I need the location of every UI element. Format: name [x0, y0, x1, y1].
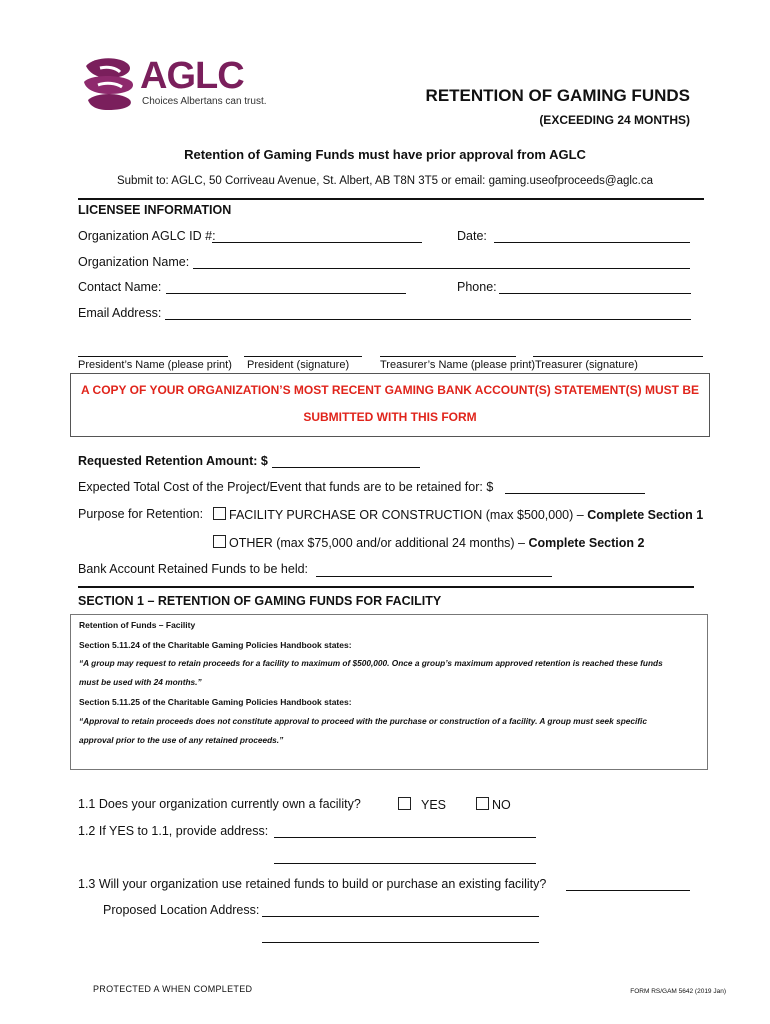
treasurer-name-line[interactable] — [380, 356, 516, 357]
purpose-option-other[interactable] — [213, 535, 644, 550]
org-name-field[interactable] — [193, 268, 690, 269]
address-field-1[interactable] — [274, 837, 536, 838]
policy-ref-2: Section 5.11.25 of the Charitable Gaming Policies Handbook states: — [79, 697, 352, 707]
page-subtitle: (EXCEEDING 24 MONTHS) — [539, 113, 690, 127]
policy-quote-1b: must be used with 24 months.” — [79, 677, 202, 687]
yes-checkbox[interactable] — [398, 797, 411, 810]
proposed-location-field-1[interactable] — [262, 916, 539, 917]
licensee-heading: LICENSEE INFORMATION — [78, 203, 232, 217]
policy-box — [70, 614, 708, 770]
other-checkbox[interactable] — [213, 535, 226, 548]
policy-box-title: Retention of Funds – Facility — [79, 620, 196, 630]
date-field[interactable] — [494, 242, 690, 243]
proposed-location-field-2[interactable] — [262, 942, 539, 943]
purpose-label: Purpose for Retention: — [78, 507, 204, 521]
treasurer-sig-label: Treasurer (signature) — [535, 359, 638, 371]
question-1-3-field[interactable] — [566, 890, 690, 891]
statement-notice-box — [70, 373, 710, 437]
phone-label: Phone: — [457, 280, 497, 294]
date-label: Date: — [457, 229, 487, 243]
question-1-2: 1.2 If YES to 1.1, provide address: — [78, 824, 269, 838]
aglc-swirl-icon — [80, 52, 140, 112]
phone-field[interactable] — [499, 293, 691, 294]
president-sig-label: President (signature) — [247, 359, 350, 371]
no-option[interactable] — [476, 797, 511, 812]
yes-option[interactable] — [398, 797, 446, 812]
president-name-label: President’s Name (please print) — [78, 359, 232, 371]
policy-quote-2a: “Approval to retain proceeds does not constitute approval to proceed with the purchase or construction of a facility. A group must seek specific — [79, 716, 647, 726]
treasurer-sig-line[interactable] — [533, 356, 703, 357]
option2-text: OTHER (max $75,000 and/or additional 24 months) – — [229, 536, 529, 550]
policy-quote-1a: “A group may request to retain proceeds for a facility to maximum of $500,000. Once a group’s maximum approved retention is reached these funds — [79, 658, 663, 668]
bank-account-label: Bank Account Retained Funds to be held: — [78, 562, 309, 576]
org-id-field[interactable] — [212, 242, 422, 243]
divider-section1 — [78, 586, 694, 588]
page-title: RETENTION OF GAMING FUNDS — [425, 86, 690, 105]
option1-bold: Complete Section 1 — [587, 508, 704, 522]
president-sig-line[interactable] — [244, 356, 362, 357]
notice-line-2: SUBMITTED WITH THIS FORM — [303, 410, 477, 424]
total-cost-field[interactable] — [505, 493, 645, 494]
bank-account-field[interactable] — [316, 576, 552, 577]
submit-to: Submit to: AGLC, 50 Corriveau Avenue, St. Albert, AB T8N 3T5 or email: gaming.useofproceeds@aglc.ca — [116, 175, 654, 187]
divider — [78, 198, 704, 200]
question-1-1: 1.1 Does your organization currently own a facility? — [78, 797, 361, 811]
address-field-2[interactable] — [274, 863, 536, 864]
treasurer-name-label: Treasurer’s Name (please print) — [380, 359, 536, 371]
facility-checkbox[interactable] — [213, 507, 226, 520]
purpose-option-facility[interactable] — [213, 507, 703, 522]
yes-label: YES — [421, 798, 447, 812]
org-id-label: Organization AGLC ID #: — [78, 229, 216, 243]
contact-label: Contact Name: — [78, 280, 162, 294]
section1-heading: SECTION 1 – RETENTION OF GAMING FUNDS FOR FACILITY — [78, 594, 442, 608]
option1-text: FACILITY PURCHASE OR CONSTRUCTION (max $500,000) – — [229, 508, 588, 522]
policy-quote-2b: approval prior to the use of any retained proceeds.” — [79, 735, 284, 745]
option2-bold: Complete Section 2 — [528, 536, 645, 550]
org-name-label: Organization Name: — [78, 255, 190, 269]
aglc-logo — [80, 52, 270, 112]
proposed-location-label: Proposed Location Address: — [103, 903, 260, 917]
president-name-line[interactable] — [78, 356, 228, 357]
question-1-3: 1.3 Will your organization use retained funds to build or purchase an existing facility? — [78, 877, 547, 891]
total-cost-label: Expected Total Cost of the Project/Event that funds are to be retained for: $ — [78, 480, 494, 494]
no-label: NO — [492, 798, 511, 812]
approval-notice: Retention of Gaming Funds must have prior approval from AGLC — [184, 147, 586, 162]
amount-label: Requested Retention Amount: $ — [78, 454, 268, 468]
email-field[interactable] — [165, 319, 691, 320]
policy-ref-1: Section 5.11.24 of the Charitable Gaming Policies Handbook states: — [79, 640, 352, 650]
logo-tagline: Choices Albertans can trust. — [142, 96, 267, 107]
form-id: FORM RS/GAM 5642 (2019 Jan) — [630, 988, 726, 995]
contact-field[interactable] — [166, 293, 406, 294]
no-checkbox[interactable] — [476, 797, 489, 810]
logo-brand: AGLC — [140, 55, 244, 97]
protected-label: PROTECTED A WHEN COMPLETED — [93, 984, 253, 994]
notice-line-1: A COPY OF YOUR ORGANIZATION’S MOST RECENT GAMING BANK ACCOUNT(S) STATEMENT(S) MUST BE — [81, 383, 699, 397]
email-label: Email Address: — [78, 306, 162, 320]
amount-field[interactable] — [272, 467, 420, 468]
